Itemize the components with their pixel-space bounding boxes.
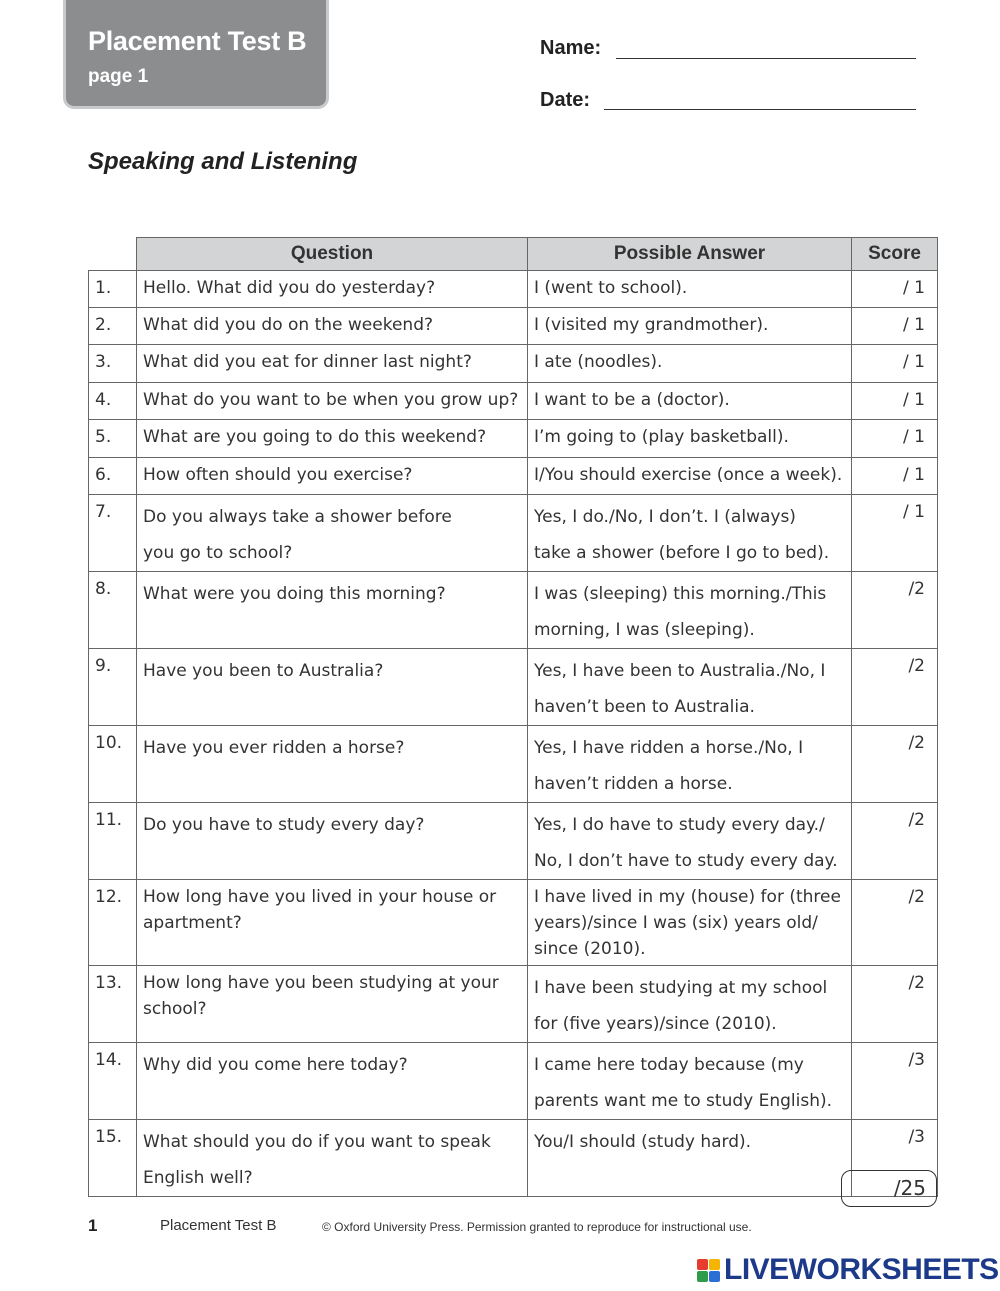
score-cell[interactable]: /2 — [852, 803, 938, 880]
question-cell — [137, 966, 528, 1043]
table-row — [89, 420, 938, 458]
table-header-row — [89, 238, 938, 271]
question-number: 10. — [89, 726, 137, 803]
question-cell — [137, 1120, 528, 1197]
question-number: 14. — [89, 1043, 137, 1120]
answer-text: I have been studying at my school — [534, 978, 828, 998]
score-cell[interactable]: / 1 — [852, 458, 938, 495]
logo-square-green — [697, 1271, 708, 1282]
table-row — [89, 803, 938, 880]
answer-cell — [528, 383, 852, 420]
table-row — [89, 271, 938, 308]
question-text: What are you going to do this weekend? — [143, 427, 487, 447]
header-blank — [89, 238, 137, 271]
question-cell — [137, 726, 528, 803]
answer-text: I was (sleeping) this morning./This — [534, 584, 827, 604]
question-text: Have you been to Australia? — [143, 661, 384, 681]
question-cell — [137, 420, 528, 458]
answer-text: No, I don’t have to study every day. — [534, 851, 838, 871]
score-cell[interactable]: / 1 — [852, 495, 938, 572]
score-cell[interactable]: / 1 — [852, 271, 938, 308]
question-number: 2. — [89, 308, 137, 345]
total-score-box: /25 — [841, 1170, 937, 1207]
question-text: How long have you lived in your house or — [143, 887, 497, 907]
question-text: Do you have to study every day? — [143, 815, 425, 835]
question-text: Have you ever ridden a horse? — [143, 738, 405, 758]
question-cell — [137, 572, 528, 649]
question-number: 13. — [89, 966, 137, 1043]
table-row — [89, 966, 938, 1043]
table-row — [89, 458, 938, 495]
section-title: Speaking and Listening — [88, 148, 358, 175]
table-row — [89, 649, 938, 726]
question-number: 8. — [89, 572, 137, 649]
answer-cell — [528, 271, 852, 308]
score-cell[interactable]: / 1 — [852, 383, 938, 420]
question-cell — [137, 458, 528, 495]
logo-square-yellow — [709, 1259, 720, 1270]
question-text: What should you do if you want to speak — [143, 1132, 491, 1152]
column-header-question: Question — [137, 238, 528, 271]
logo-square-blue — [709, 1271, 720, 1282]
answer-text: I/You should exercise (once a week). — [534, 465, 843, 485]
answer-cell — [528, 649, 852, 726]
question-cell — [137, 271, 528, 308]
table-row — [89, 1043, 938, 1120]
score-cell[interactable]: /2 — [852, 966, 938, 1043]
question-text: How long have you been studying at your — [143, 973, 499, 993]
question-cell — [137, 495, 528, 572]
answer-cell — [528, 345, 852, 383]
answer-text: since (2010). — [534, 939, 646, 959]
title-box — [66, 0, 326, 106]
answer-text: haven’t been to Australia. — [534, 697, 755, 717]
page-label: page 1 — [88, 66, 149, 87]
answer-cell — [528, 726, 852, 803]
question-number: 1. — [89, 271, 137, 308]
question-text: What were you doing this morning? — [143, 584, 446, 604]
question-number: 12. — [89, 880, 137, 966]
column-header-answer: Possible Answer — [528, 238, 852, 271]
question-cell — [137, 649, 528, 726]
score-cell[interactable]: /2 — [852, 649, 938, 726]
answer-text: I have lived in my (house) for (three — [534, 887, 841, 907]
answer-text: I ate (noodles). — [534, 352, 663, 372]
answer-text: You/I should (study hard). — [534, 1132, 752, 1152]
answer-text: morning, I was (sleeping). — [534, 620, 755, 640]
score-cell[interactable]: /3 — [852, 1043, 938, 1120]
answer-text: Yes, I have ridden a horse./No, I — [534, 738, 804, 758]
answer-cell — [528, 803, 852, 880]
score-cell[interactable]: / 1 — [852, 420, 938, 458]
logo-square-red — [697, 1259, 708, 1270]
name-field-line[interactable] — [616, 58, 916, 59]
table-row — [89, 1120, 938, 1197]
name-label: Name: — [540, 37, 602, 59]
question-number: 3. — [89, 345, 137, 383]
answer-text: I (visited my grandmother). — [534, 315, 769, 335]
footer-page-number: 1 — [88, 1216, 98, 1235]
answer-text: I came here today because (my — [534, 1055, 804, 1075]
question-number: 7. — [89, 495, 137, 572]
question-cell — [137, 1043, 528, 1120]
question-text: What do you want to be when you grow up? — [143, 390, 519, 410]
question-text: What did you do on the weekend? — [143, 315, 434, 335]
answer-cell — [528, 966, 852, 1043]
answer-text: I (went to school). — [534, 278, 688, 298]
question-text: How often should you exercise? — [143, 465, 413, 485]
liveworksheets-icon — [697, 1259, 720, 1282]
answer-cell — [528, 572, 852, 649]
question-number: 15. — [89, 1120, 137, 1197]
score-cell[interactable]: / 1 — [852, 345, 938, 383]
answer-text: I want to be a (doctor). — [534, 390, 730, 410]
question-number: 5. — [89, 420, 137, 458]
question-text: apartment? — [143, 913, 242, 933]
answer-cell — [528, 1120, 852, 1197]
liveworksheets-wordmark: LIVEWORKSHEETS — [724, 1253, 999, 1286]
answer-cell — [528, 1043, 852, 1120]
answer-cell — [528, 458, 852, 495]
test-title: Placement Test B — [88, 26, 307, 56]
question-number: 6. — [89, 458, 137, 495]
table-row — [89, 726, 938, 803]
question-cell — [137, 308, 528, 345]
answer-text: years)/since I was (six) years old/ — [534, 913, 818, 933]
question-cell — [137, 383, 528, 420]
table-row — [89, 880, 938, 966]
question-text: Do you always take a shower before — [143, 507, 452, 527]
table-row — [89, 383, 938, 420]
answer-cell — [528, 308, 852, 345]
footer-copyright: © Oxford University Press. Permission granted to reproduce for instructional use. — [322, 1220, 752, 1234]
footer-title: Placement Test B — [160, 1217, 277, 1234]
question-table — [88, 237, 938, 1197]
question-cell — [137, 803, 528, 880]
score-cell[interactable]: /2 — [852, 726, 938, 803]
question-text: English well? — [143, 1168, 253, 1188]
answer-text: I’m going to (play basketball). — [534, 427, 789, 447]
answer-text: parents want me to study English). — [534, 1091, 833, 1111]
table-row — [89, 495, 938, 572]
answer-text: Yes, I do have to study every day./ — [534, 815, 825, 835]
question-cell — [137, 880, 528, 966]
score-cell[interactable]: / 1 — [852, 308, 938, 345]
answer-text: Yes, I do./No, I don’t. I (always) — [534, 507, 796, 527]
answer-cell — [528, 420, 852, 458]
question-cell — [137, 345, 528, 383]
date-field-line[interactable] — [604, 109, 916, 110]
table-row — [89, 308, 938, 345]
question-number: 9. — [89, 649, 137, 726]
answer-text: take a shower (before I go to bed). — [534, 543, 830, 563]
answer-text: haven’t ridden a horse. — [534, 774, 733, 794]
column-header-score: Score — [852, 238, 938, 271]
score-cell[interactable]: /2 — [852, 572, 938, 649]
question-number: 11. — [89, 803, 137, 880]
liveworksheets-logo — [697, 1253, 999, 1287]
score-cell[interactable]: /3 — [852, 1120, 938, 1197]
question-text: Why did you come here today? — [143, 1055, 408, 1075]
question-text: What did you eat for dinner last night? — [143, 352, 472, 372]
date-label: Date: — [540, 89, 591, 111]
question-text: you go to school? — [143, 543, 293, 563]
question-text: Hello. What did you do yesterday? — [143, 278, 436, 298]
table-row — [89, 572, 938, 649]
answer-cell — [528, 495, 852, 572]
table-row — [89, 345, 938, 383]
answer-text: for (five years)/since (2010). — [534, 1014, 777, 1034]
question-number: 4. — [89, 383, 137, 420]
question-text: school? — [143, 999, 207, 1019]
score-cell[interactable]: /2 — [852, 880, 938, 966]
answer-text: Yes, I have been to Australia./No, I — [534, 661, 826, 681]
answer-cell — [528, 880, 852, 966]
